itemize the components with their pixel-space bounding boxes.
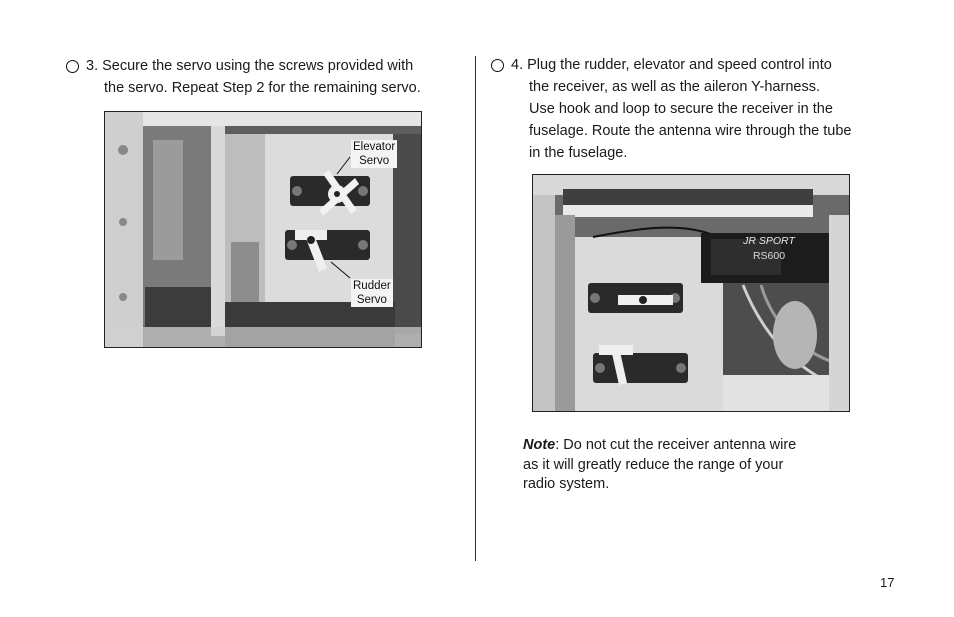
receiver-model-label: RS600 xyxy=(752,250,786,262)
step-4-line-1: 4. Plug the rudder, elevator and speed control into xyxy=(511,57,832,73)
note-line-2: as it will greatly reduce the range of your xyxy=(523,456,784,473)
step-3 xyxy=(66,55,446,99)
step-4-line-2: the receiver, as well as the aileron Y-harness. xyxy=(529,79,820,95)
receiver-brand-label: JR SPORT xyxy=(743,235,795,247)
page-number: 17 xyxy=(880,575,895,590)
step-checkbox-icon[interactable] xyxy=(491,59,504,72)
receiver-installation-photo xyxy=(532,174,850,412)
step-4-line-3: Use hook and loop to secure the receiver in the xyxy=(529,101,833,117)
note-line-1: : Do not cut the receiver antenna wire xyxy=(555,437,797,453)
column-divider xyxy=(475,56,476,561)
step-checkbox-icon[interactable] xyxy=(66,60,79,73)
callout-elevator-line-2: Servo xyxy=(359,155,390,167)
step-4-line-4: fuselage. Route the antenna wire through the tube xyxy=(529,123,852,139)
note-line-3: radio system. xyxy=(523,476,610,492)
step-3-line-1: 3. Secure the servo using the screws provided with xyxy=(86,58,414,74)
callout-rudder-line-2: Servo xyxy=(356,294,387,306)
step-4-line-5: in the fuselage. xyxy=(529,145,628,161)
callout-elevator-line-1: Elevator xyxy=(353,141,396,153)
note-label: Note xyxy=(523,437,556,453)
step-3-line-2: the servo. Repeat Step 2 for the remaining servo. xyxy=(104,80,421,96)
step-4 xyxy=(491,54,881,164)
callout-rudder-line-1: Rudder xyxy=(353,280,391,292)
receiver-photo-illustration xyxy=(533,175,849,411)
note-block xyxy=(523,436,843,495)
rudder-servo-callout xyxy=(351,279,393,307)
servo-installation-photo xyxy=(104,111,422,348)
elevator-servo-callout xyxy=(351,140,397,168)
